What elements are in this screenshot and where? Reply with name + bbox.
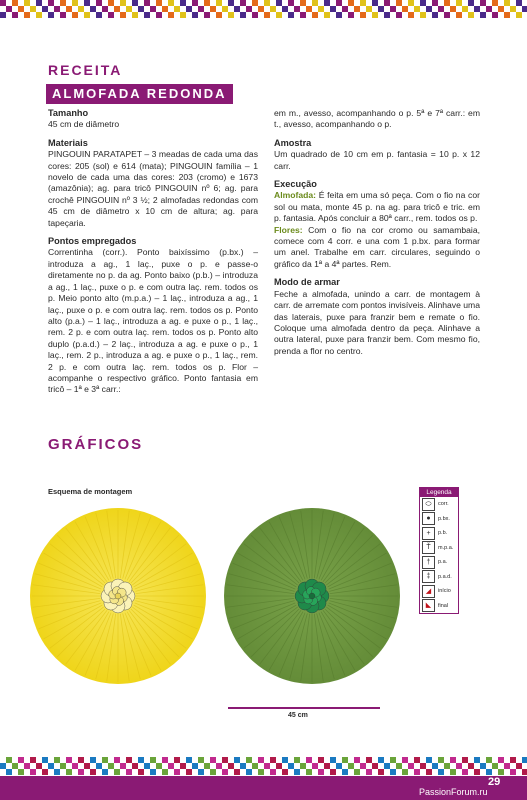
amostra-heading: Amostra xyxy=(274,137,312,148)
almofada-text: É feita em uma só peça. Com o fio na cor sol ou mata, monte 45 p. na ag. para tricô e tric. em p. fantasia. Após concluir a 80ª carr., rem. todos os p. xyxy=(274,190,480,224)
legend-row xyxy=(420,512,458,527)
legend-label: p.b. xyxy=(438,530,448,537)
legend-row xyxy=(420,526,458,541)
legend-symbol-icon: † xyxy=(422,556,435,569)
green-cushion-diagram xyxy=(224,508,400,684)
legend-label: m.p.a. xyxy=(438,544,454,551)
yellow-flower-icon xyxy=(101,579,135,613)
graficos-title: GRÁFICOS xyxy=(48,436,144,453)
legend-label: p.a. xyxy=(438,559,448,566)
legend-symbol-icon: ⬭ xyxy=(422,498,435,511)
modo-text: Feche a almofada, unindo a carr. de montagem à carr. de arremate com pontos invisíveis. Alinhave uma das laterais, puxe para franzir bem e remate o fio. Coloque uma almofada dentro da peça. Alinhave a outra lateral, puxe para franzir bem. Com mesmo fio, prenda a flor no centro. xyxy=(274,288,480,356)
legend-label: p.bx. xyxy=(438,515,450,522)
left-column xyxy=(48,108,258,403)
scale-label: 45 cm xyxy=(288,712,308,719)
yellow-cushion-diagram xyxy=(30,508,206,684)
legend-row xyxy=(420,584,458,599)
continuation-text: em m., avesso, acompanhando o p. 5ª e 7ª carr.: em t., avesso, acompanhando o p. xyxy=(274,108,480,130)
amostra-text: Um quadrado de 10 cm em p. fantasia = 10 p. x 12 carr. xyxy=(274,149,480,171)
flores-paragraph xyxy=(274,225,480,271)
legend-label: final xyxy=(438,602,449,609)
legend-row xyxy=(420,497,458,512)
site-watermark: PassionForum.ru xyxy=(419,787,488,797)
green-flower-icon xyxy=(295,579,329,613)
legend-symbol-icon: ◢ xyxy=(422,585,435,598)
legend-row xyxy=(420,555,458,570)
modo-heading: Modo de armar xyxy=(274,277,340,288)
legend-label: p.a.d. xyxy=(438,573,452,580)
execucao-heading: Execução xyxy=(274,179,317,190)
flores-text: Com o fio na cor cromo ou samambaia, comece com 4 corr. e una com 1 p.bx. para formar um anel. Trabalhe em carr. circulares, seguindo o gráfico da 1ª a 4ª partes. Rem. xyxy=(274,224,480,269)
tamanho-heading: Tamanho xyxy=(48,108,89,118)
tamanho-text: 45 cm de diâmetro xyxy=(48,119,120,130)
bottom-checker-stripe xyxy=(0,757,527,775)
pontos-text: Correntinha (corr.). Ponto baixíssimo (p.bx.) – introduza a ag., 1 laç., puxe o p. e passe-o diretamente no p. da ag. Ponto baixo (p.b.) – introduza a ag., 1 laç., puxe o p. e com outra laç. rem. todos os p. Meio ponto alto (m.p.a.) – 1 laç., introduza a ag., 1 laç., puxe o p. e com outra laç. rem. todos os p. Ponto alto (p.a.) – 1 laç., introduza a ag. e puxe o p., 1 laç., rem. 2 p. e com outra laç. rem. todos os p. Ponto alto duplo (p.a.d.) – 2 laç., introduza a ag. e puxe o p., 1 laç., rem. 2 p., introduza a ag. e puxe o p., 1 laç., rem. 2 p. e com outra laç. rem. todos os p. Flor – acompanhe o respectivo gráfico. Ponto fantasia em tricô – 1ª e 3ª carr.: xyxy=(48,247,258,395)
legend-title: Legenda xyxy=(420,488,458,497)
legend-row xyxy=(420,541,458,556)
legend-row xyxy=(420,570,458,585)
legend-symbol-icon: ◣ xyxy=(422,599,435,612)
top-checker-stripe xyxy=(0,0,527,18)
legend-row xyxy=(420,599,458,614)
right-column xyxy=(274,108,480,364)
legend-symbol-icon: Ť xyxy=(422,541,435,554)
almofada-paragraph xyxy=(274,190,480,224)
materiais-heading: Materiais xyxy=(48,137,88,148)
graficos-subtitle: Esquema de montagem xyxy=(48,487,133,496)
legend-label: início xyxy=(438,588,451,595)
legend-symbol-icon: ● xyxy=(422,512,435,525)
legend-symbol-icon: ‡ xyxy=(422,570,435,583)
pontos-heading: Pontos empregados xyxy=(48,236,137,247)
legend-symbol-icon: + xyxy=(422,527,435,540)
materiais-text: PINGOUIN PARATAPET – 3 meadas de cada uma das cores: 205 (sol) e 614 (mata); PINGOUIN família – 1 novelo de cada uma das cores: 203 (cromo) e 1673 (amazônia); ag. para tricô PINGOUIN nº 6; ag. para crochê PINGOUIN nº 3 ½; 2 almofadas redondas com 45 cm de diâmetro x 10 cm de altura; ag. para tapeçaria. xyxy=(48,149,258,228)
page-number: 29 xyxy=(488,776,501,788)
scale-bar xyxy=(228,707,380,709)
almofada-label: Almofada: xyxy=(274,190,317,201)
legend-box xyxy=(419,487,459,614)
legend-label: corr. xyxy=(438,501,449,508)
section-label: RECEITA xyxy=(48,62,123,78)
flores-label: Flores: xyxy=(274,224,303,235)
page-title: ALMOFADA REDONDA xyxy=(46,84,233,104)
